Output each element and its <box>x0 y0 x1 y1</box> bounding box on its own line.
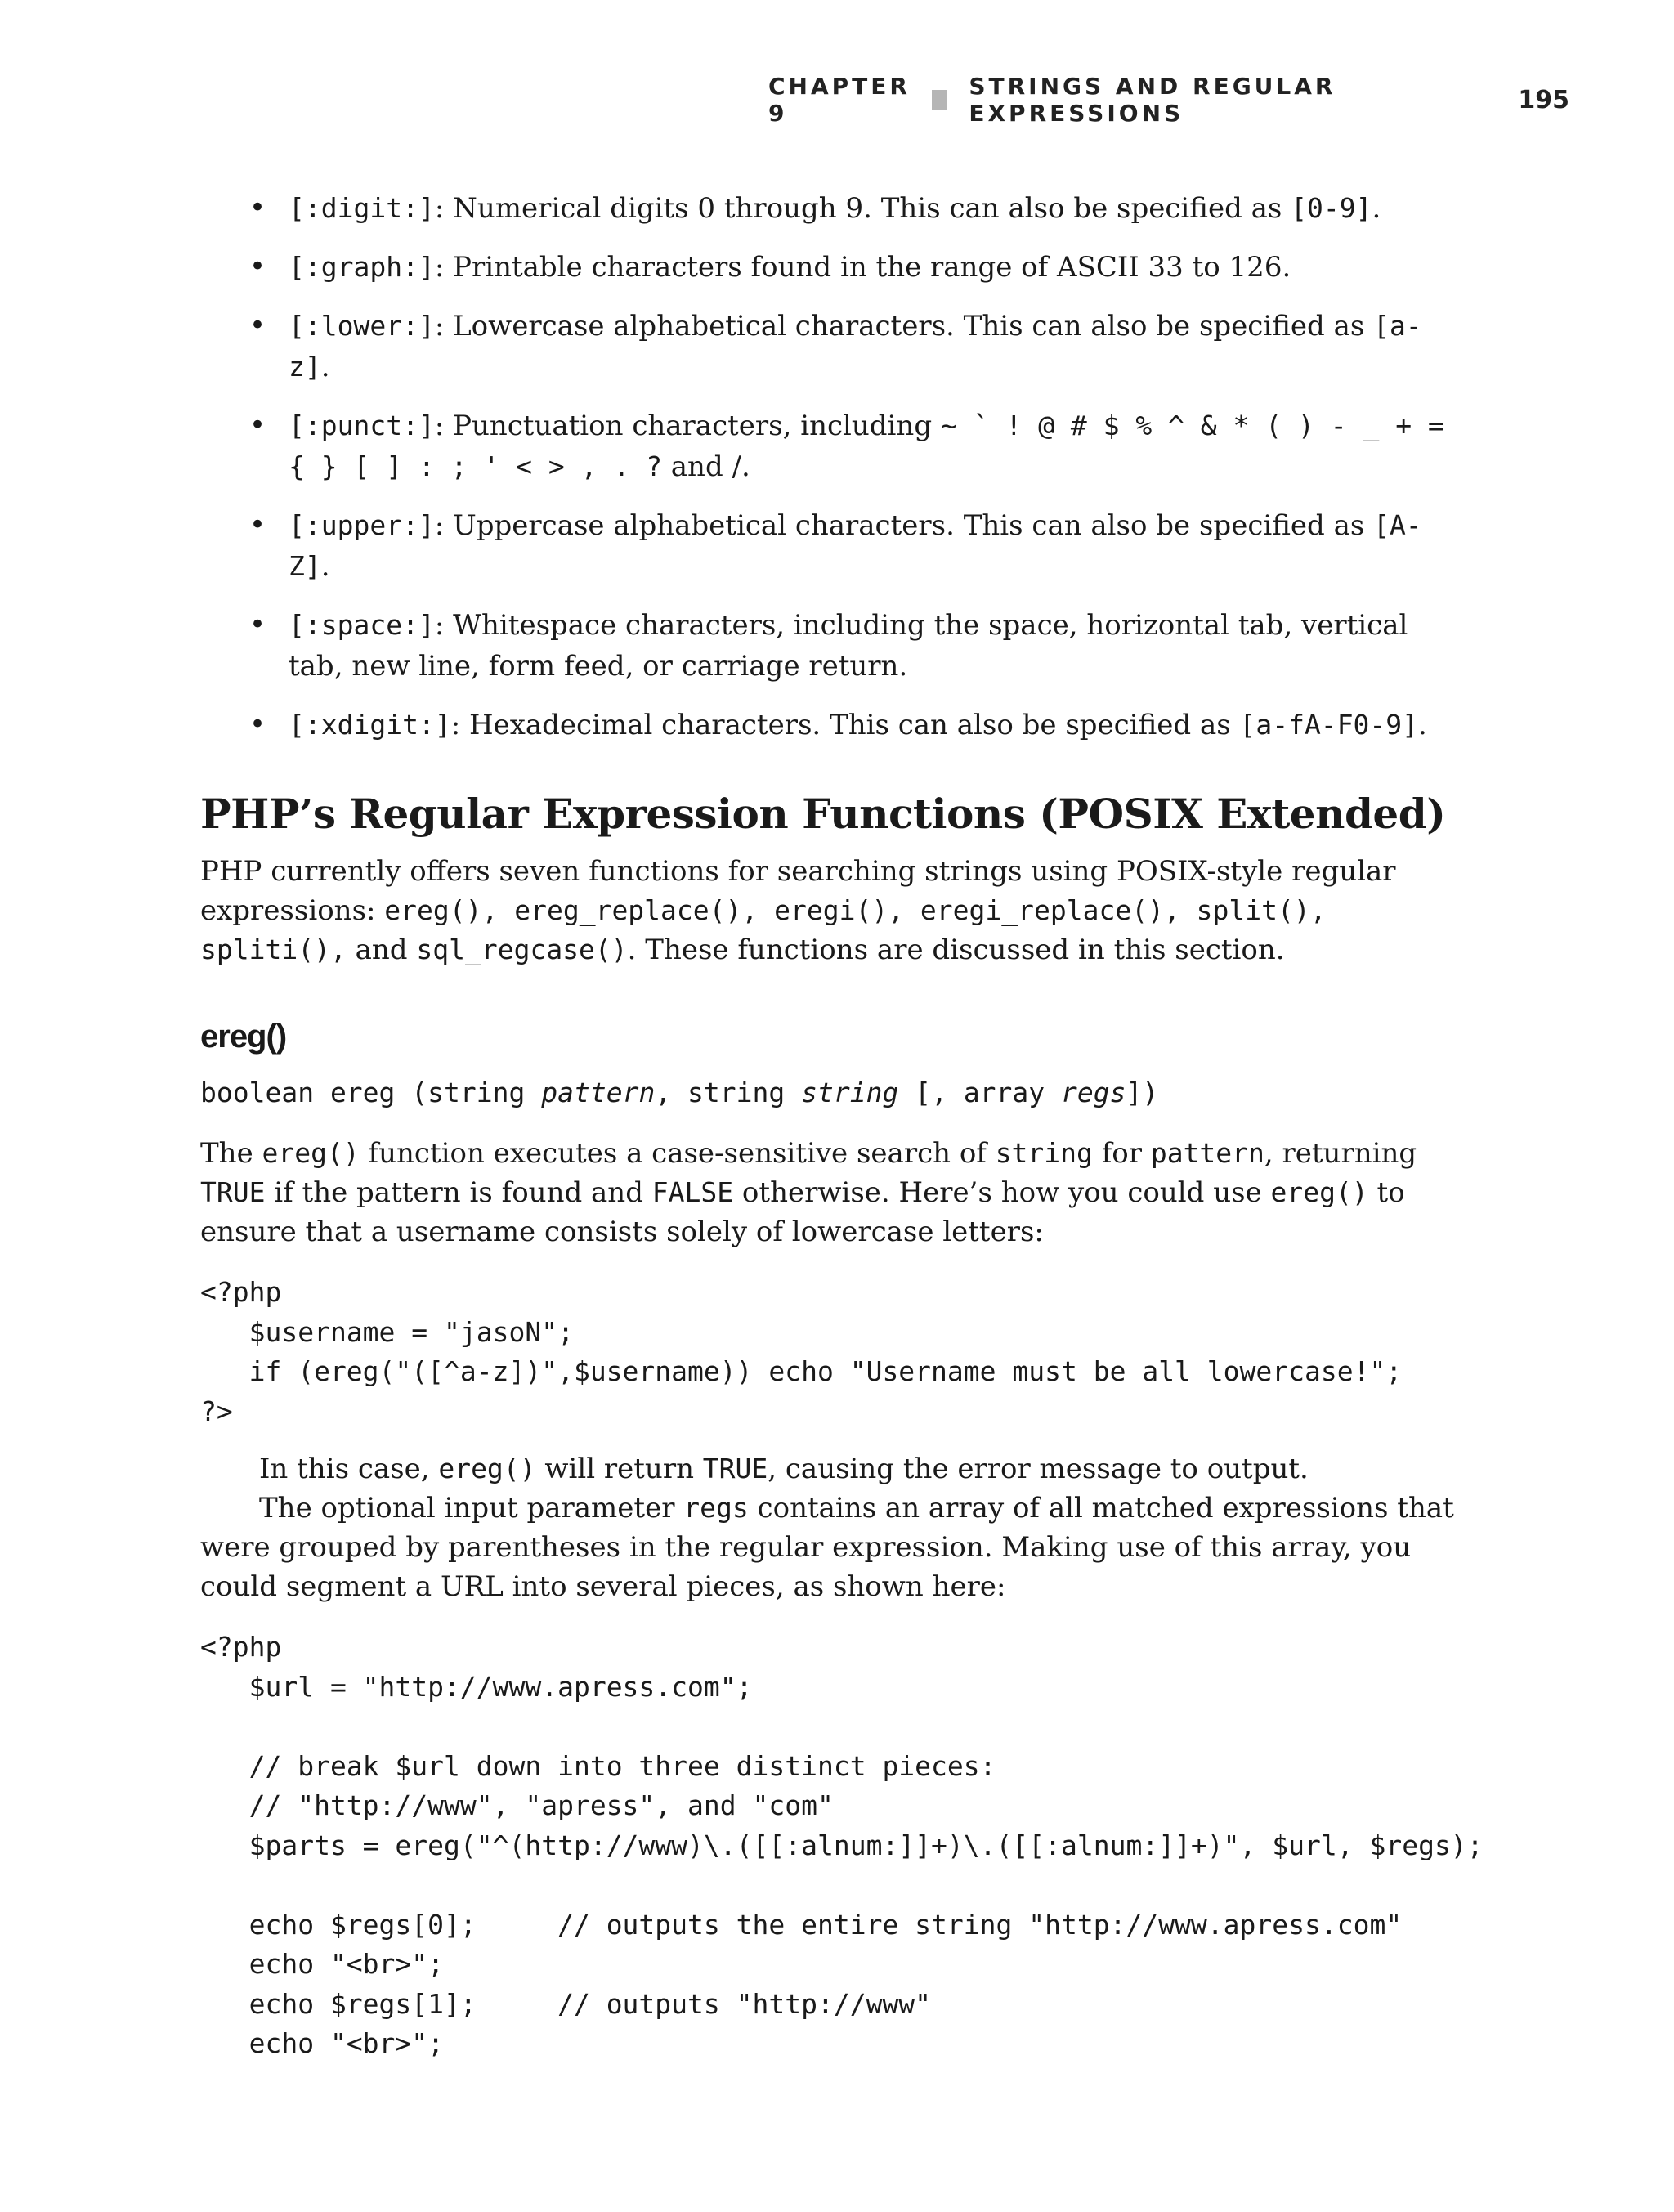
section-heading: PHP’s Regular Expression Functions (POSIX Extended) <box>200 790 1446 838</box>
separator-square-icon <box>932 90 947 110</box>
list-item: • [:digit:]: Numerical digits 0 through 9. This can also be specified as [0-9]. <box>200 188 1459 229</box>
list-item: • [:lower:]: Lowercase alphabetical characters. This can also be specified as [a-z]. <box>200 306 1459 387</box>
chapter-title: STRINGS AND REGULAR EXPRESSIONS <box>969 73 1336 127</box>
list-item: • [:xdigit:]: Hexadecimal characters. This can also be specified as [a-fA-F0-9]. <box>200 705 1459 746</box>
ereg-description: The ereg() function executes a case-sensitive search of string for pattern, returning TRUE if the pattern is found and FALSE otherwise. Here’s how you could use ereg() to ensure that a username consists solely of lowercase letters: <box>200 1137 1417 1248</box>
page-number: 195 <box>1518 85 1569 114</box>
ereg-result-paragraph: In this case, ereg() will return TRUE, causing the error message to output. <box>259 1453 1309 1485</box>
code-example-username: <?php $username = "jasoN"; if (ereg("([^a-z])",$username)) echo "Username must be all lowercase!"; ?> <box>200 1276 1403 1427</box>
posix-class-list <box>200 188 1459 746</box>
function-signature: boolean ereg (string pattern, string string [, array regs]) <box>200 1077 1159 1108</box>
code-example-url: <?php $url = "http://www.apress.com"; // break $url down into three distinct pieces: // "http://www", "apress", and "com" $parts = ereg("^(http://www)\.([[:alnum:]]+)\.([[:alnum:]]+)", $url, $regs); echo $regs[0]; // outputs the entire string "http://www.apress.com" echo "<br>"; echo $regs[1]; // outputs "http://www" echo "<br>"; <box>200 1631 1484 2059</box>
running-header <box>768 73 1569 127</box>
page-body <box>200 188 1484 2082</box>
section-intro: PHP currently offers seven functions for searching strings using POSIX-style regular expressions: ereg(), ereg_replace(), eregi(), eregi_replace(), split(), spliti(), and sql_regcase(). These functions are discussed in this section. <box>200 855 1396 966</box>
chapter-label: CHAPTER 9 <box>768 73 911 127</box>
list-item: • [:upper:]: Uppercase alphabetical characters. This can also be specified as [A-Z]. <box>200 505 1459 587</box>
list-item: • [:space:]: Whitespace characters, including the space, horizontal tab, vertical tab, new line, form feed, or carriage return. <box>200 605 1459 687</box>
list-item: • [:punct:]: Punctuation characters, including ~ ` ! @ # $ % ^ & * ( ) - _ + = { } [ ] : ; ' < > , . ? and /. <box>200 405 1459 487</box>
list-item: • [:graph:]: Printable characters found in the range of ASCII 33 to 126. <box>200 247 1459 288</box>
regs-paragraph: The optional input parameter regs contains an array of all matched expressions that were grouped by parentheses in the regular expression. Making use of this array, you could segment a URL into several pieces, as shown here: <box>200 1492 1454 1603</box>
subsection-heading: ereg() <box>200 1019 287 1055</box>
